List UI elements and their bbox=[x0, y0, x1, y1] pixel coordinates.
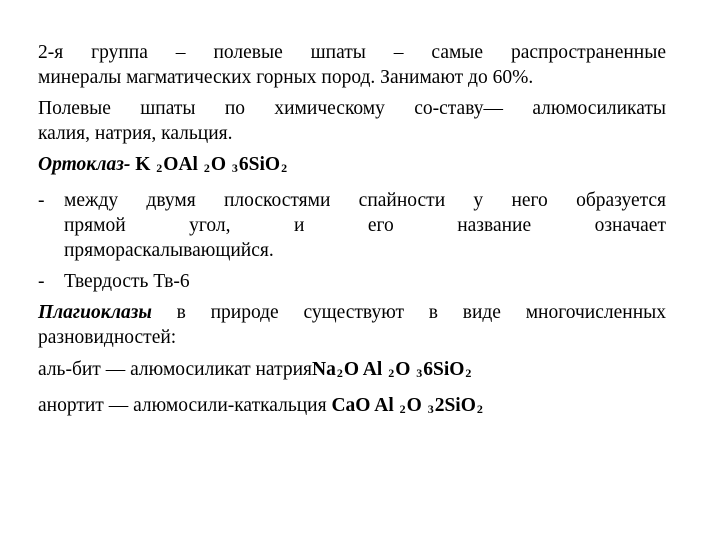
bullet-item-hardness bbox=[38, 269, 666, 294]
text-line: 2-я группа – полевые шпаты – самые распространенные bbox=[38, 42, 666, 63]
formula-part: K bbox=[135, 154, 151, 175]
formula-part: O bbox=[395, 359, 411, 380]
mineral-name-orthoclase: Ортоклаз bbox=[38, 154, 124, 175]
text-line: минералы магматических горных пород. Занимают до 60%. bbox=[38, 67, 534, 88]
formula-subscript: 2 bbox=[465, 366, 472, 380]
paragraph-feldspar-composition bbox=[38, 96, 666, 146]
formula-subscript: 3 bbox=[416, 366, 423, 380]
formula-subscript: 2 bbox=[203, 161, 210, 175]
formula-part: 2SiO bbox=[434, 395, 476, 416]
albite-formula-line bbox=[38, 357, 666, 386]
anorthite-formula-line bbox=[38, 393, 666, 422]
formula-subscript: 3 bbox=[231, 161, 238, 175]
anorthite-text: анортит — алюмосили-каткальция bbox=[38, 395, 332, 416]
formula-part: Na bbox=[312, 359, 336, 380]
formula-part: CaO Al bbox=[331, 395, 394, 416]
formula-subscript: 2 bbox=[476, 402, 483, 416]
bullet-item-cleavage bbox=[38, 188, 666, 263]
formula-subscript: 2 bbox=[156, 161, 163, 175]
orthoclase-formula-line bbox=[38, 152, 666, 181]
formula-subscript: 2 bbox=[388, 366, 395, 380]
paragraph-plagioclase bbox=[38, 300, 666, 350]
text-line: разновидностей: bbox=[38, 327, 177, 348]
formula-part: O bbox=[210, 154, 227, 175]
formula-part: O bbox=[406, 395, 422, 416]
text-line: прямой угол, и его название означает bbox=[64, 215, 666, 236]
paragraph-feldspar-group bbox=[38, 40, 666, 90]
formula-subscript: 3 bbox=[427, 402, 434, 416]
text-line: Полевые шпаты по химическому со-ставу— алюмосиликаты bbox=[38, 98, 666, 119]
text-line: между двумя плоскостями спайности у него образуется bbox=[64, 190, 666, 211]
bullet-text: Твердость Тв-6 bbox=[64, 271, 190, 292]
text-fragment: в природе существуют в виде многочисленных bbox=[151, 302, 666, 323]
formula-subscript: 2 bbox=[336, 366, 343, 380]
text-line bbox=[38, 300, 666, 325]
formula-subscript: 2 bbox=[281, 161, 288, 175]
mineral-name-plagioclase: Плагиоклазы bbox=[38, 302, 152, 323]
formula-part: OAl bbox=[163, 154, 198, 175]
text-line: калия, натрия, кальция. bbox=[38, 123, 233, 144]
formula-part: O Al bbox=[343, 359, 383, 380]
separator: - bbox=[123, 154, 136, 175]
formula-part: 6SiO bbox=[423, 359, 465, 380]
bullet-text bbox=[64, 188, 666, 263]
formula-subscript: 2 bbox=[399, 402, 406, 416]
albite-text: аль-бит — алюмосиликат натрия bbox=[38, 359, 312, 380]
bullet-dash: - bbox=[38, 271, 45, 292]
slide-content bbox=[38, 40, 666, 429]
text-line: пряморaскалывающийся. bbox=[64, 240, 274, 261]
bullet-dash: - bbox=[38, 190, 45, 211]
formula-part: 6SiO bbox=[238, 154, 281, 175]
